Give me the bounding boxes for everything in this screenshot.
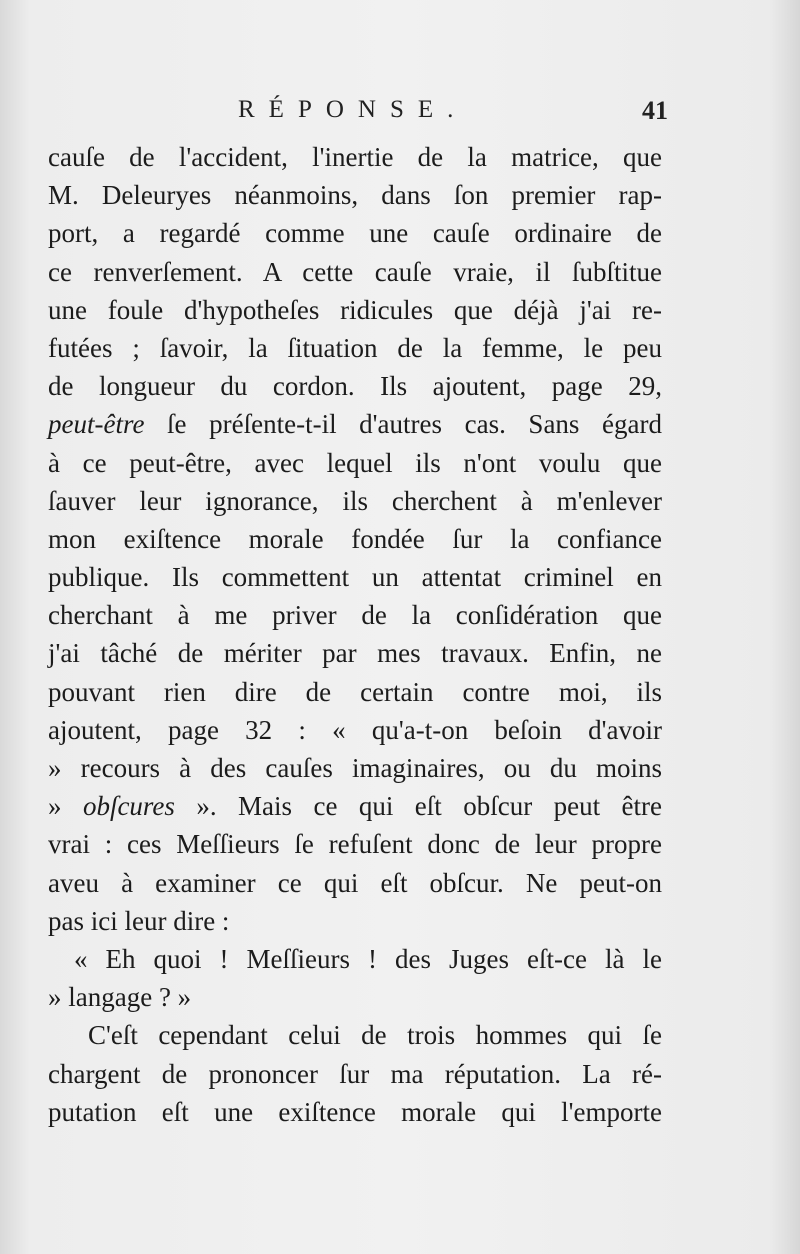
text-line	[48, 1016, 662, 1054]
text-line	[48, 329, 662, 367]
text-line	[48, 1055, 662, 1093]
running-title: RÉPONSE.	[238, 96, 468, 123]
italic-text: peut-être	[48, 409, 145, 440]
text-line	[48, 978, 662, 1016]
line-text: publique. Ils commettent un attentat criminel en	[48, 562, 662, 593]
text-line	[48, 940, 662, 978]
line-prefix: »	[48, 791, 83, 822]
line-text: » langage ? »	[48, 982, 192, 1013]
line-text: de longueur du cordon. Ils ajoutent, page 29,	[48, 371, 662, 402]
line-text: pas ici leur dire :	[48, 905, 230, 936]
line-text: à ce peut-être, avec lequel ils n'ont voulu que	[48, 447, 662, 478]
text-line	[48, 711, 662, 749]
line-text: cauſe de l'accident, l'inertie de la matrice, que	[48, 142, 662, 172]
text-line	[48, 138, 662, 176]
line-text: ſauver leur ignorance, ils cherchent à m'enlever	[48, 485, 662, 516]
text-line	[48, 787, 662, 825]
text-line	[48, 405, 662, 443]
line-text: » recours à des cauſes imaginaires, ou du moins	[48, 753, 662, 783]
text-line	[48, 558, 662, 596]
line-text: vrai : ces Meſſieurs ſe refuſent donc de leur propre	[48, 829, 662, 860]
line-text: cherchant à me priver de la conſidération que	[48, 600, 662, 631]
line-text: futées ; ſavoir, la ſituation de la femme, le peu	[48, 332, 662, 363]
text-line	[48, 214, 662, 252]
text-line	[48, 864, 662, 902]
line-text: putation eſt une exiſtence morale qui l'emporte	[48, 1096, 662, 1127]
line-text: une foule d'hypotheſes ridicules que déjà j'ai re-	[48, 294, 662, 325]
page-header	[48, 96, 668, 136]
text-line	[48, 176, 662, 214]
page-number: 41	[642, 96, 668, 125]
text-line	[48, 253, 662, 291]
text-line	[48, 1093, 662, 1131]
line-text: aveu à examiner ce qui eſt obſcur. Ne peut-on	[48, 867, 662, 898]
body-text	[48, 138, 662, 1131]
text-line	[48, 825, 662, 863]
text-line	[48, 596, 662, 634]
line-text: port, a regardé comme une cauſe ordinaire de	[48, 218, 662, 249]
text-line	[48, 367, 662, 405]
text-line	[48, 291, 662, 329]
text-line	[48, 749, 662, 787]
text-line	[48, 902, 662, 940]
text-line	[48, 634, 662, 672]
line-text: pouvant rien dire de certain contre moi, ils	[48, 676, 662, 707]
italic-text: obſcures	[82, 791, 175, 822]
line-text: ce renverſement. A cette cauſe vraie, il ſubſtitue	[48, 256, 662, 287]
text-line	[48, 482, 662, 520]
line-text: C'eſt cependant celui de trois hommes qui ſe	[88, 1020, 662, 1051]
line-text: mon exiſtence morale fondée ſur la confiance	[48, 523, 662, 554]
line-text: ajoutent, page 32 : « qu'a-t-on beſoin d'avoir	[48, 714, 662, 745]
line-text: M. Deleuryes néanmoins, dans ſon premier rap-	[48, 180, 662, 211]
text-line	[48, 520, 662, 558]
text-line	[48, 444, 662, 482]
text-line	[48, 673, 662, 711]
line-text: j'ai tâché de mériter par mes travaux. Enfin, ne	[48, 638, 662, 669]
line-text: « Eh quoi ! Meſſieurs ! des Juges eſt-ce là le	[74, 943, 662, 974]
line-text: chargent de prononcer ſur ma réputation. La ré-	[48, 1058, 662, 1089]
line-text: ». Mais ce qui eſt obſcur peut être	[174, 791, 662, 822]
line-text: ſe préſente-t-il d'autres cas. Sans égard	[144, 409, 662, 440]
